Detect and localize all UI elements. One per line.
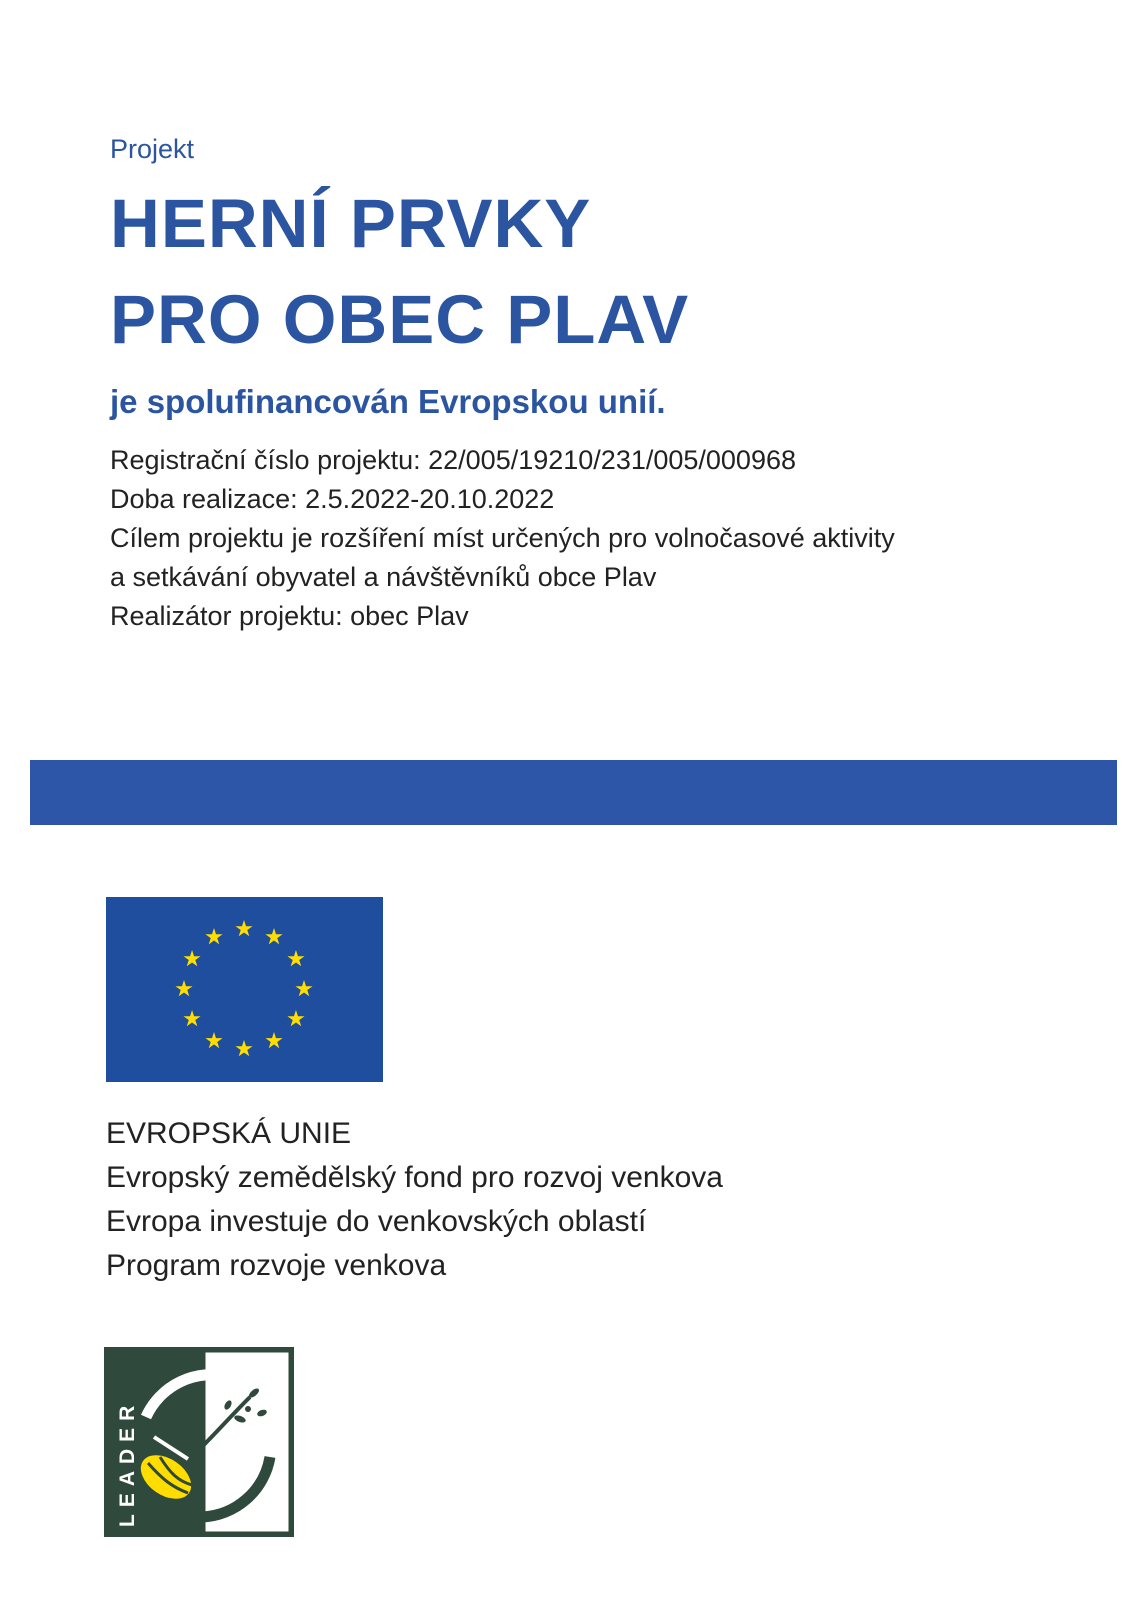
eu-flag-icon [106,897,383,1082]
leader-logo-icon [104,1347,294,1537]
project-implementer: Realizátor projektu: obec Plav [110,601,469,631]
project-goal-line-2: a setkávání obyvatel a návštěvníků obce Plav [110,562,657,592]
registration-number: Registrační číslo projektu: 22/005/19210/231/005/000968 [110,445,796,475]
eu-program-name: Program rozvoje venkova [106,1249,447,1282]
cofinanced-subtitle: je spolufinancován Evropskou unií. [110,383,666,420]
project-details [110,441,895,636]
blue-divider-band [30,760,1117,825]
page-title [110,176,689,368]
eu-funding-text [106,1112,723,1288]
project-label: Projekt [110,134,195,164]
title-line-1: HERNÍ PRVKY [110,185,592,262]
eu-name: EVROPSKÁ UNIE [106,1117,352,1150]
realization-period: Doba realizace: 2.5.2022-20.10.2022 [110,484,555,514]
eu-fund-name: Evropský zemědělský fond pro rozvoj venkova [106,1161,723,1194]
eu-slogan: Evropa investuje do venkovských oblastí [106,1205,647,1238]
leader-text: LEADER [116,1398,139,1527]
project-goal-line-1: Cílem projektu je rozšíření míst určených pro volnočasové aktivity [110,523,895,553]
title-line-2: PRO OBEC PLAV [110,281,690,358]
